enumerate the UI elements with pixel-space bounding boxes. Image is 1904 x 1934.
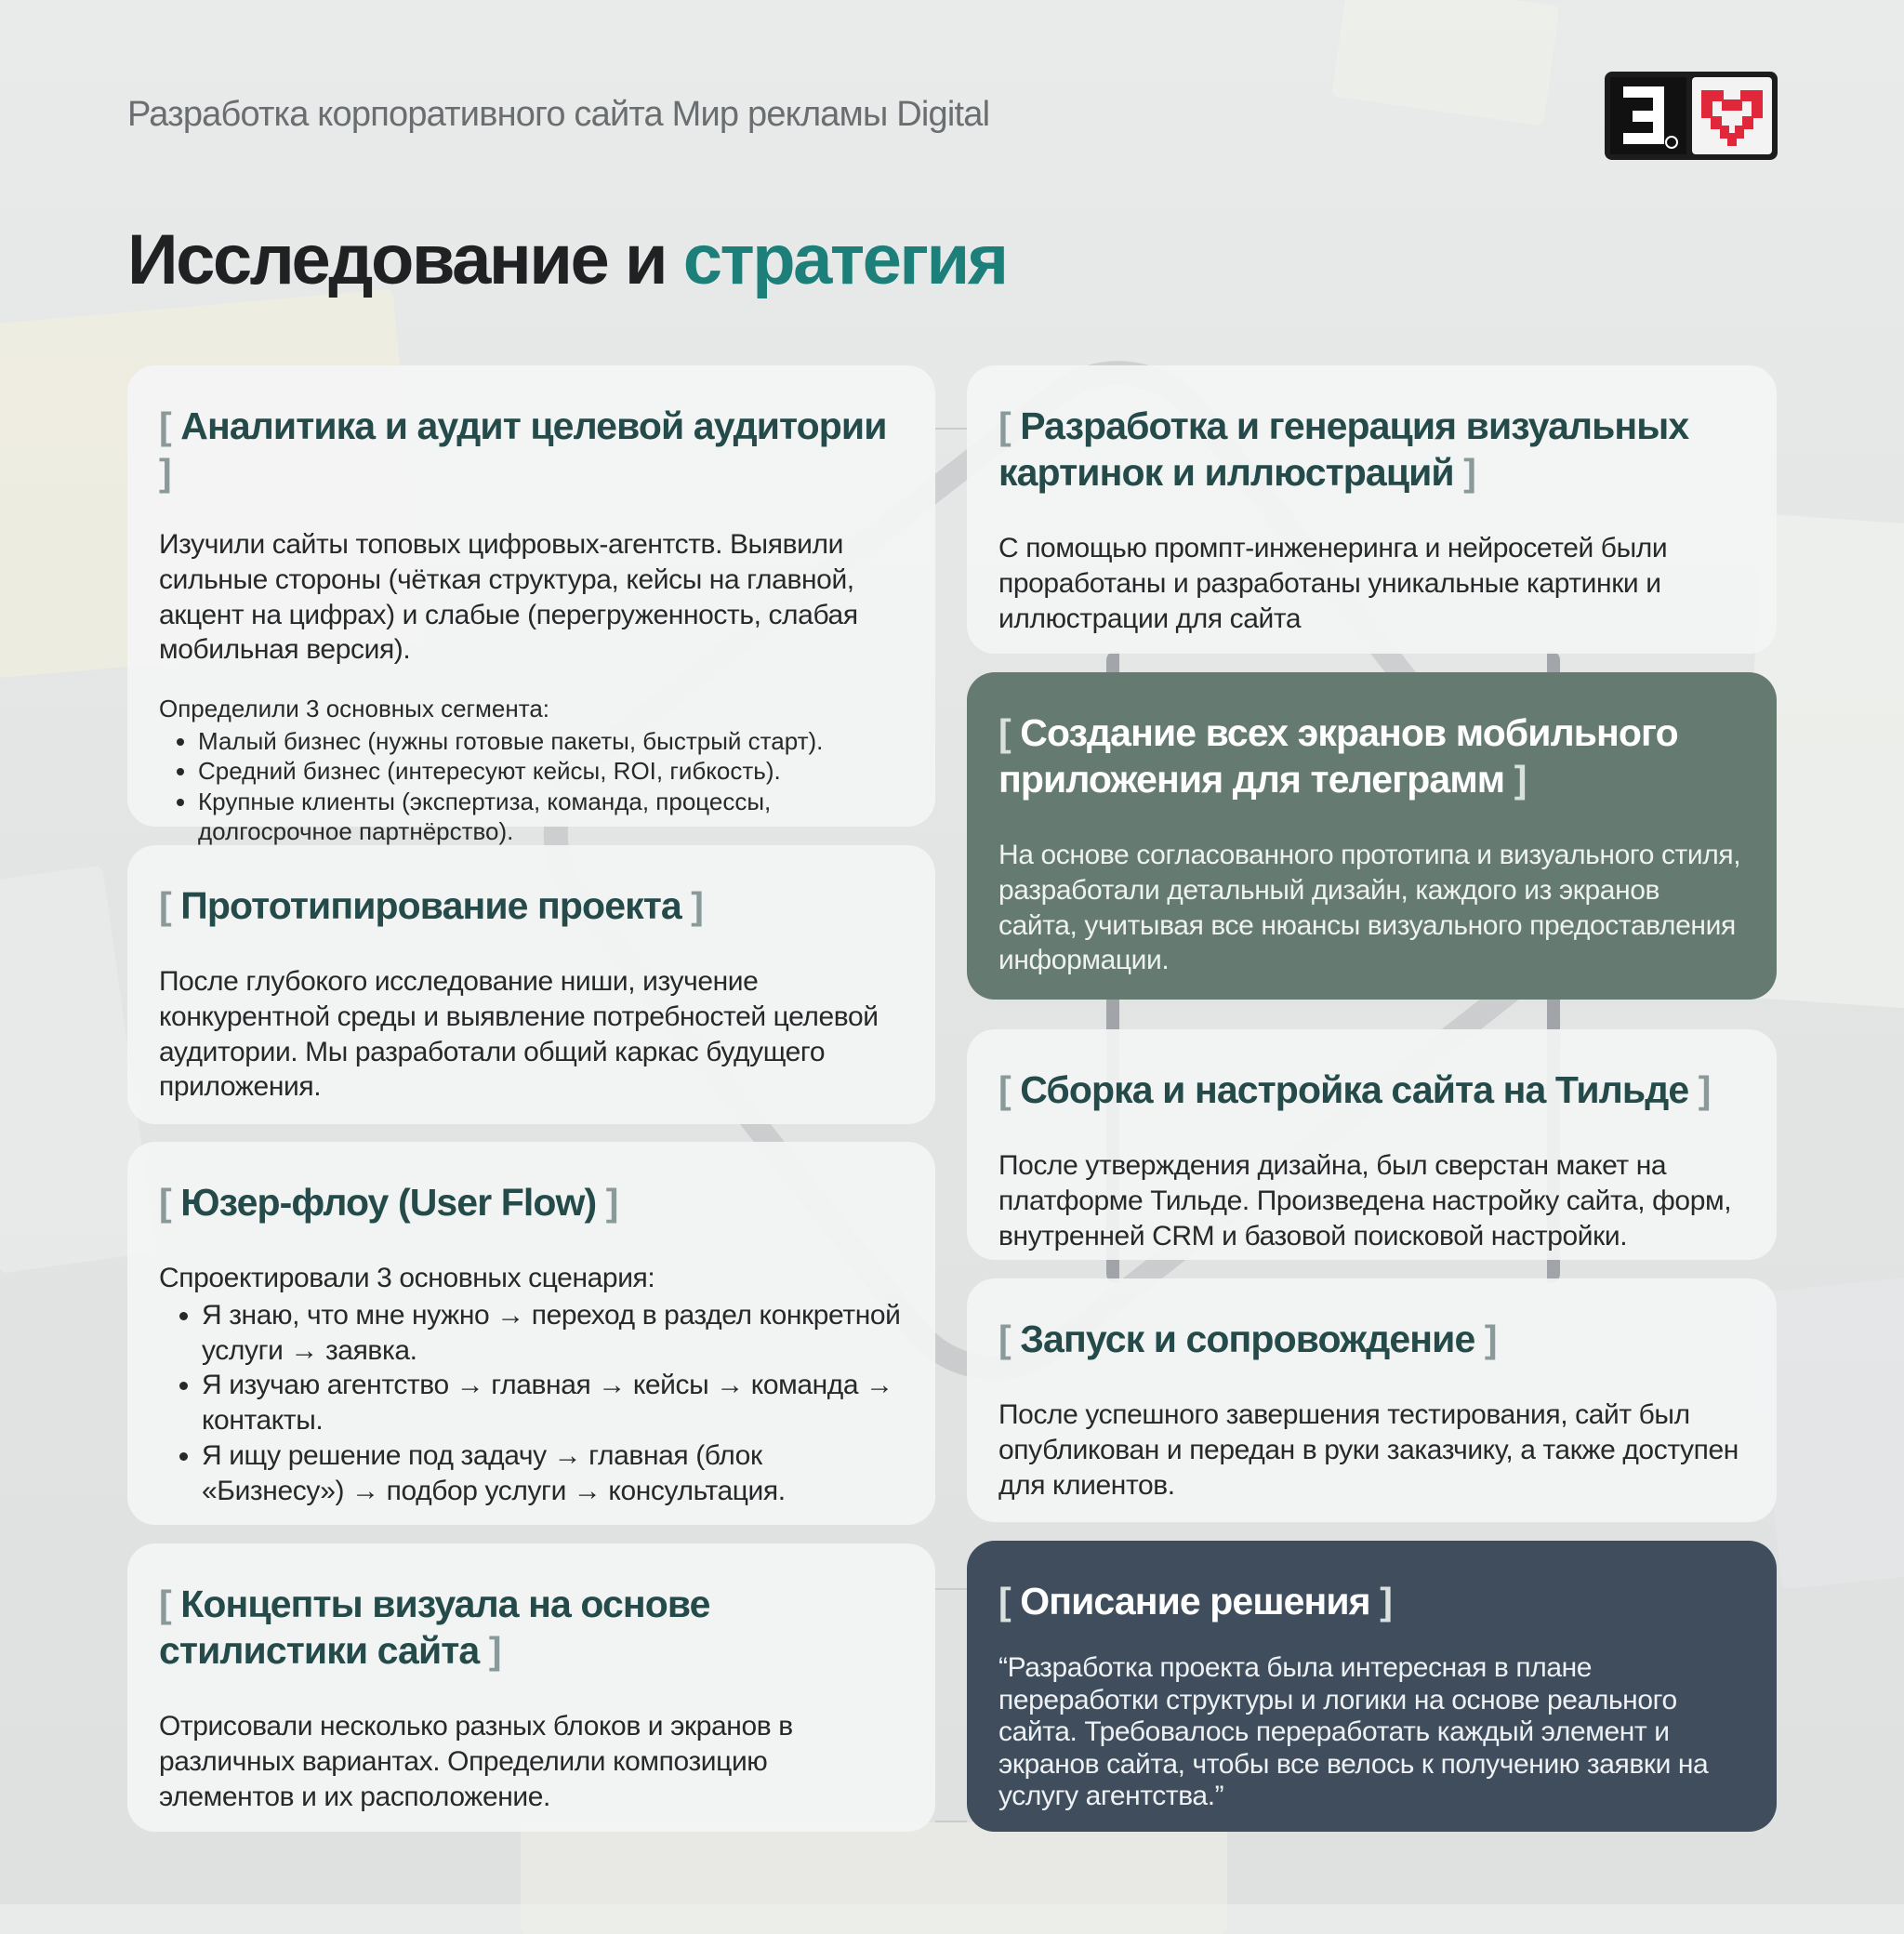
segments-list	[159, 726, 904, 847]
card-body: После утверждения дизайна, был сверстан макет на платформе Тильде. Произведена настройку сайта, форм, внутренней CRM и базовой поисковой настройки.	[998, 1150, 1732, 1252]
card-title: [ Аналитика и аудит целевой аудитории ]	[159, 404, 887, 495]
list-item: • Крупные клиенты (экспертиза, команда, процессы, долгосрочное партнёрство).	[198, 787, 904, 847]
brand-logo	[1605, 72, 1778, 160]
list-item: • Я изучаю агентство → главная → кейсы → команда → контакты.	[202, 1368, 904, 1438]
title-accent: стратегия	[682, 220, 1007, 299]
card-visuals	[967, 365, 1777, 654]
title-main: Исследование и	[127, 220, 683, 299]
segments-intro: Определили 3 основных сегмента:	[159, 695, 550, 723]
background-screenshot-collage	[521, 1822, 1227, 1934]
project-subtitle: Разработка корпоративного сайта Мир рекламы Digital	[127, 95, 990, 134]
card-body: Изучили сайты топовых цифровых-агентств. Выявили сильные стороны (чёткая структура, кейсы на главной, акцент на цифрах) и слабые (перегруженность, слабая мобильная версия).	[159, 529, 858, 666]
card-launch	[967, 1278, 1777, 1522]
card-userflow	[127, 1142, 935, 1525]
card-title: [ Запуск и сопровождение ]	[998, 1318, 1497, 1360]
card-title: [ Создание всех экранов мобильного приложения для телеграмм ]	[998, 711, 1678, 801]
card-title: [ Разработка и генерация визуальных картинок и иллюстраций ]	[998, 404, 1689, 495]
logo-digit-mark	[1610, 77, 1686, 154]
card-title: [ Описание решения ]	[998, 1580, 1392, 1623]
card-connector	[935, 428, 967, 430]
scenario-list	[159, 1298, 904, 1509]
card-title: [ Концепты визуала на основе стилистики сайта ]	[159, 1583, 710, 1673]
card-prototype	[127, 845, 935, 1124]
list-item: • Малый бизнес (нужны готовые пакеты, быстрый старт).	[198, 726, 904, 757]
card-body: Отрисовали несколько разных блоков и экранов в различных вариантах. Определили композицию элементов и их расположение.	[159, 1711, 793, 1812]
card-body: После глубокого исследование ниши, изучение конкурентной среды и выявление потребностей целевой аудитории. Мы разработали общий каркас будущего приложения.	[159, 966, 879, 1103]
card-title: [ Сборка и настройка сайта на Тильде ]	[998, 1068, 1711, 1111]
card-title: [ Юзер-флоу (User Flow) ]	[159, 1181, 618, 1224]
card-analytics	[127, 365, 935, 846]
list-item: • Я знаю, что мне нужно → переход в раздел конкретной услуги → заявка.	[202, 1298, 904, 1369]
card-connector	[935, 1588, 967, 1590]
card-solution	[967, 1541, 1777, 1832]
userflow-intro: Спроектировали 3 основных сценария:	[159, 1263, 655, 1294]
card-screens	[967, 672, 1777, 1000]
heart-icon	[1692, 77, 1772, 154]
card-tilda	[967, 1029, 1777, 1260]
card-connector	[935, 1821, 967, 1822]
solution-quote: “Разработка проекта была интересная в плане переработки структуры и логики на основе реального сайта. Требовалось переработать каждый элемент и экранов сайта, чтобы все велось к получению заявки на услугу агентства.”	[998, 1652, 1709, 1812]
page-title	[127, 219, 1007, 300]
card-body: С помощью промпт-инженеринга и нейросетей были проработаны и разработаны уникальные картинки и иллюстрации для сайта	[998, 533, 1668, 634]
card-title: [ Прототипирование проекта ]	[159, 884, 704, 927]
card-body: На основе согласованного прототипа и визуального стиля, разработали детальный дизайн, каждого из экранов сайта, учитывая все нюансы визуального предоставления информации.	[998, 840, 1741, 976]
card-concepts	[127, 1543, 935, 1832]
list-item: • Средний бизнес (интересуют кейсы, ROI, гибкость).	[198, 756, 904, 787]
background-screenshot-collage	[1331, 0, 1560, 126]
list-item: • Я ищу решение под задачу → главная (блок «Бизнесу») → подбор услуги → консультация.	[202, 1438, 904, 1509]
card-body: После успешного завершения тестирования, сайт был опубликован и передан в руки заказчику, а также доступен для клиентов.	[998, 1399, 1739, 1501]
